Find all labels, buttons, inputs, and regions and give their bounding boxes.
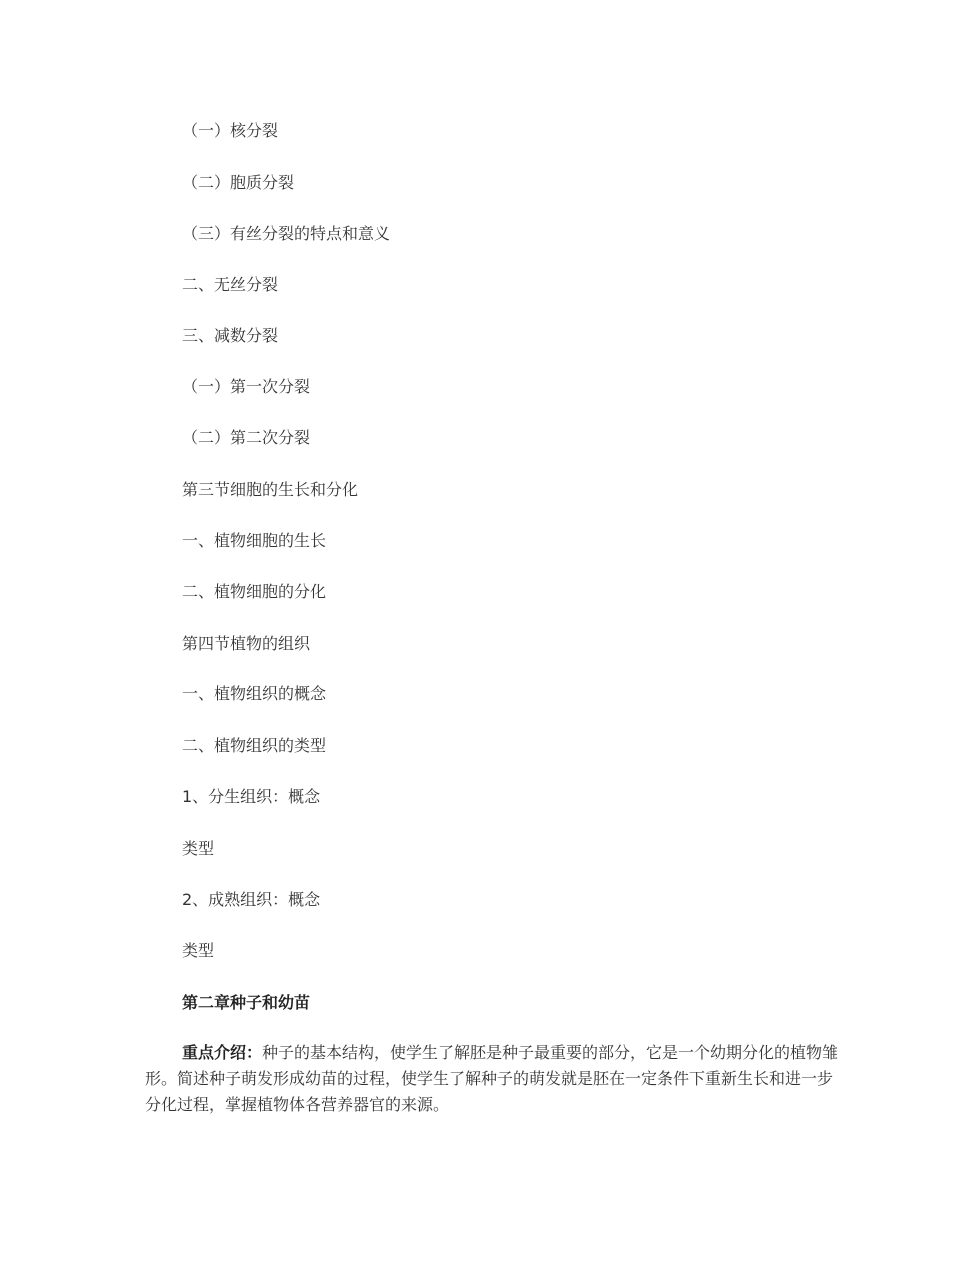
outline-item-mitosis-features: （三）有丝分裂的特点和意义: [182, 224, 391, 243]
key-points-paragraph: [145, 1040, 845, 1118]
outline-item-cytokinesis: （二）胞质分裂: [182, 173, 295, 192]
outline-item-section-three: 第三节细胞的生长和分化: [182, 480, 359, 499]
outline-item-tissue-concept: 一、植物组织的概念: [182, 684, 327, 703]
chapter-heading: 第二章种子和幼苗: [182, 993, 311, 1012]
outline-item-section-four: 第四节植物的组织: [182, 634, 311, 653]
outline-item-meiosis: 三、减数分裂: [182, 326, 279, 345]
outline-item-meristem-types: 类型: [182, 839, 215, 858]
outline-item-tissue-types: 二、植物组织的类型: [182, 736, 327, 755]
outline-item-nuclear-division: （一）核分裂: [182, 121, 279, 140]
outline-item-first-division: （一）第一次分裂: [182, 377, 311, 396]
outline-item-meristem-concept: 1、分生组织：概念: [182, 787, 321, 806]
outline-item-second-division: （二）第二次分裂: [182, 428, 311, 447]
outline-item-mature-tissue-types: 类型: [182, 941, 215, 960]
outline-item-cell-differentiation: 二、植物细胞的分化: [182, 582, 327, 601]
outline-item-mature-tissue-concept: 2、成熟组织：概念: [182, 890, 321, 909]
outline-item-amitosis: 二、无丝分裂: [182, 275, 279, 294]
key-points-body: 种子的基本结构，使学生了解胚是种子最重要的部分，它是一个幼期分化的植物雏形。简述种子萌发形成幼苗的过程，使学生了解种子的萌发就是胚在一定条件下重新生长和进一步分化过程，掌握植物体各营养器官的来源。: [145, 1043, 839, 1114]
key-points-lead: 重点介绍：: [182, 1043, 263, 1062]
outline-item-cell-growth: 一、植物细胞的生长: [182, 531, 327, 550]
